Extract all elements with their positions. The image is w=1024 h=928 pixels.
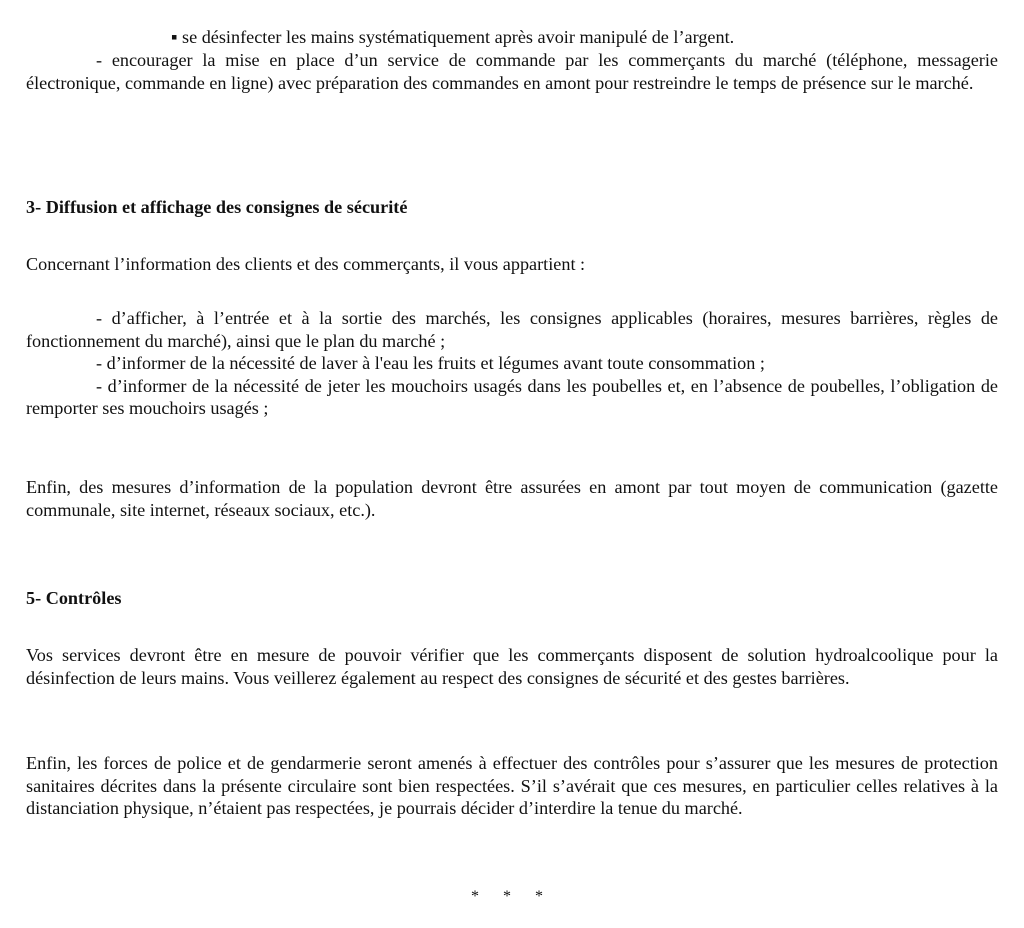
section-3-item: - d’informer de la nécessité de laver à l'eau les fruits et légumes avant toute consommation ; <box>96 353 765 374</box>
section-5-heading: 5- Contrôles <box>26 588 122 608</box>
section-5-paragraph: Enfin, les forces de police et de gendarmerie seront amenés à effectuer des contrôles pour s’assurer que les mesures de protection sanitaires décrites dans la présente circulaire sont bien respectées. S’il s’avérait que ces mesures, en particulier celles relatives à la distanciation physique, n’étaient pas respectées, je pourrais décider d’interdire la tenue du marché. <box>26 753 998 819</box>
section-3-item: - d’informer de la nécessité de jeter les mouchoirs usagés dans les poubelles et, en l’absence de poubelles, l’obligation de remporter ses mouchoirs usagés ; <box>26 375 998 419</box>
section-5-heading-block <box>26 587 998 610</box>
commande-block <box>26 49 998 94</box>
section-5-paragraph: Vos services devront être en mesure de pouvoir vérifier que les commerçants disposent de solution hydroalcoolique pour la désinfection de leurs mains. Vous veillerez également au respect des consignes de sécurité et des gestes barrières. <box>26 645 998 688</box>
section-3-list <box>26 307 998 420</box>
section-3-closing: Enfin, des mesures d’information de la population devront être assurées en amont par tout moyen de communication (gazette communale, site internet, réseaux sociaux, etc.). <box>26 477 998 520</box>
section-3-closing-block <box>26 476 998 521</box>
section-3-intro: Concernant l’information des clients et des commerçants, il vous appartient : <box>26 254 586 274</box>
section-5-para2-block <box>26 752 998 820</box>
paragraph-commande: - encourager la mise en place d’un service de commande par les commerçants du marché (téléphone, messagerie électronique, commande en ligne) avec préparation des commandes en amont pour restreindre le temps de présence sur le marché. <box>26 50 998 93</box>
section-3-heading-block <box>26 196 998 219</box>
section-3-heading: 3- Diffusion et affichage des consignes de sécurité <box>26 197 408 217</box>
section-5-para1-block <box>26 644 998 689</box>
section-3-intro-block <box>26 253 998 276</box>
bullet-line: ▪ se désinfecter les mains systématiquement après avoir manipulé de l’argent. <box>171 27 735 47</box>
section-3-item: - d’afficher, à l’entrée et à la sortie des marchés, les consignes applicables (horaires, mesures barrières, règles de fonctionnement du marché), ainsi que le plan du marché ; <box>26 308 998 351</box>
end-mark: * * * <box>471 888 553 905</box>
bullet-line-block <box>26 26 998 49</box>
